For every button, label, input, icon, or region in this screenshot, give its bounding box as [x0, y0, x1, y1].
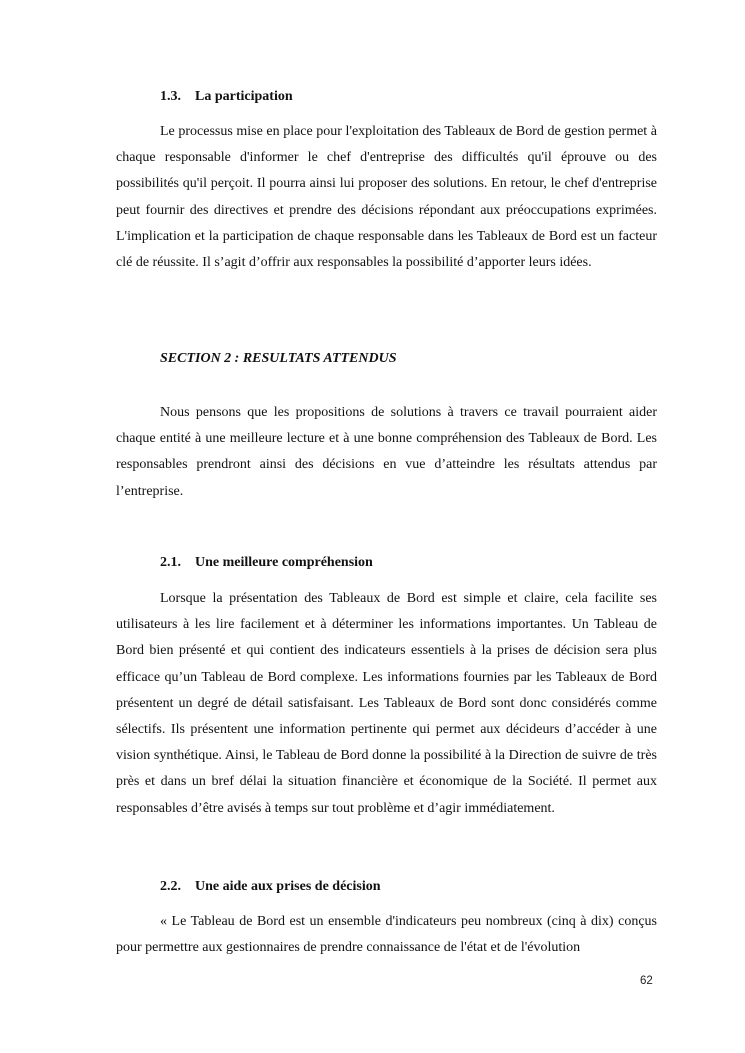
paragraph-aide-decision: « Le Tableau de Bord est un ensemble d'indicateurs peu nombreux (cinq à dix) conçus pour permettre aux gestionnaires de prendre connaissance de l'état et de l'évolution	[116, 914, 657, 956]
heading-2-2	[160, 879, 381, 895]
heading-title: La participation	[195, 89, 293, 104]
paragraph-resultats-attendus: Nous pensons que les propositions de solutions à travers ce travail pourraient aider chaque entité à une meilleure lecture et à une bonne compréhension des Tableaux de Bord. Les responsables prendront ainsi des décisions en vue d’atteindre les résultats attendus par l’entreprise.	[116, 405, 657, 499]
page-number: 62	[640, 975, 653, 987]
heading-number: 1.3.	[160, 89, 181, 104]
heading-title: Une meilleure compréhension	[195, 555, 373, 570]
heading-number: 2.2.	[160, 879, 181, 894]
paragraph-meilleure-comprehension: Lorsque la présentation des Tableaux de Bord est simple et claire, cela facilite ses utilisateurs à les lire facilement et à déterminer les informations importantes. Un Tableau de Bord bien présenté et qui contient des indicateurs essentiels à la prises de décision sera plus efficace qu’un Tableau de Bord complexe. Les informations fournies par les Tableaux de Bord présentent un degré de détail satisfaisant. Les Tableaux de Bord sont donc considérés comme sélectifs. Ils présentent une information pertinente qui permet aux décideurs d’accéder à une vision synthétique. Ainsi, le Tableau de Bord donne la possibilité à la Direction de suivre de très près et dans un bref délai la situation financière et économique de la Société. Il permet aux responsables d’être avisés à temps sur tout problème et d’agir immédiatement.	[116, 591, 657, 816]
paragraph-participation: Le processus mise en place pour l'exploitation des Tableaux de Bord de gestion permet à chaque responsable d'informer le chef d'entreprise des difficultés qu'il éprouve ou des possibilités qu'il perçoit. Il pourra ainsi lui proposer des solutions. En retour, le chef d'entreprise peut fournir des directives et prendre des décisions répondant aux préoccupations exprimées. L'implication et la participation de chaque responsable dans les Tableaux de Bord est un facteur clé de réussite. Il s’agit d’offrir aux responsables la possibilité d’apporter leurs idées.	[116, 124, 657, 271]
heading-2-1	[160, 555, 373, 571]
section-2-title: SECTION 2 : RESULTATS ATTENDUS	[160, 351, 397, 366]
heading-number: 2.1.	[160, 555, 181, 570]
heading-1-3	[160, 89, 293, 105]
heading-title: Une aide aux prises de décision	[195, 879, 381, 894]
